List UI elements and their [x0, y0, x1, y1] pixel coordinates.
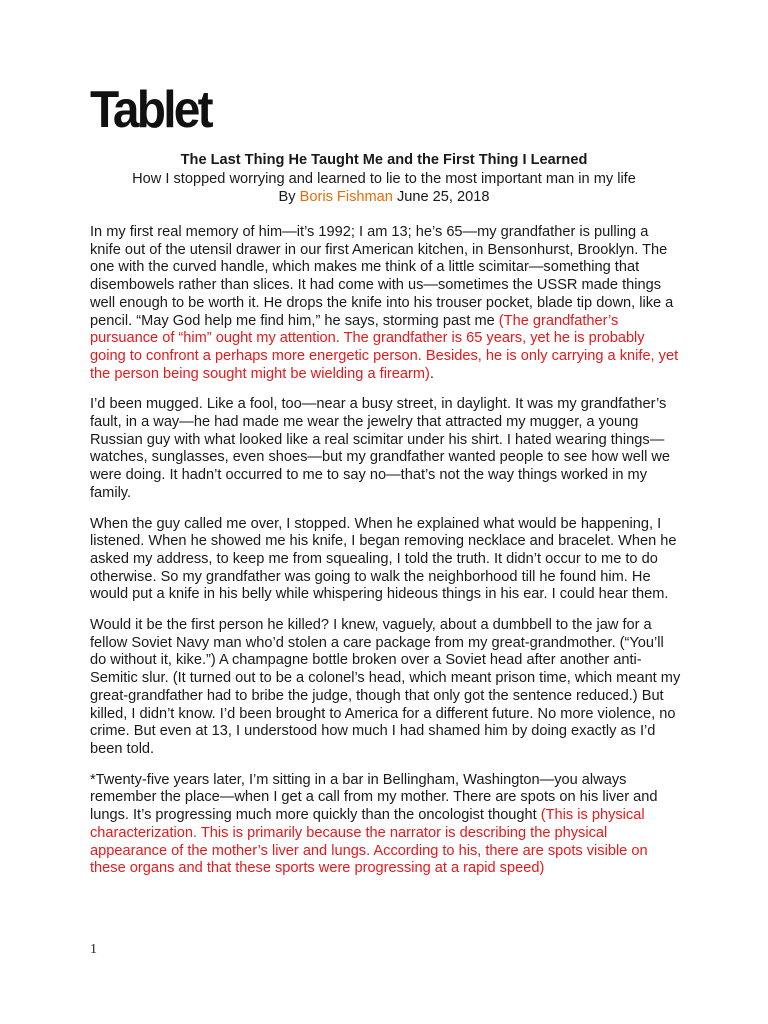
paragraph-end: .	[429, 365, 434, 382]
paragraph-2: I’d been mugged. Like a fool, too—near a busy street, in daylight. It was my grandfather’s fault, in a way—he had made me wear the jewelry that attracted my mugger, a young Russian guy with what looked like a real scimitar under his shirt. I hated wearing things—watches, sunglasses, even shoes—but my grandfather wanted people to see how well we were doing. It hadn’t occurred to me to say no—that’s not the way things worked in my family.	[90, 396, 671, 501]
byline-prefix: By	[278, 189, 300, 205]
paragraph-text: *Twenty-five years later, I’m sitting in a bar in Bellingham, Washington—you always remember the place—when I get a call from my mother. There are spots on his liver and lungs. It’s progressing much more quickly than the oncologist thought	[90, 771, 658, 824]
paragraph-1	[90, 224, 682, 383]
byline	[90, 188, 678, 207]
article-body	[90, 224, 682, 891]
article-header	[90, 151, 678, 207]
article-subtitle: How I stopped worrying and learned to lie to the most important man in my life	[132, 170, 636, 187]
paragraph-4: Would it be the first person he killed? I knew, vaguely, about a dumbbell to the jaw for a fellow Soviet Navy man who’d stolen a care package from my great-grandmother. (“You’ll do without it, kike.”) A champagne bottle broken over a Soviet head after another anti-Semitic slur. (It turned out to be a colonel’s head, which meant prison time, which meant my great-grandfather had to bribe the judge, though that only got the sentence reduced.) But killed, I didn’t know. I’d been brought to America for a different future. No more violence, no crime. But even at 13, I understood how much I had shamed him by doing exactly as I’d been told.	[90, 617, 681, 757]
annotation-1: (The grandfather’s pursuance of “him” ought my attention. The grandfather is 65 years, yet he is probably going to confront a perhaps more energetic person. Besides, he is only carrying a knife, yet the person being sought might be wielding a firearm)	[90, 312, 679, 382]
author-link[interactable]: Boris Fishman	[299, 189, 393, 205]
tablet-logo: Tablet	[90, 81, 211, 139]
publish-date: June 25, 2018	[392, 189, 490, 205]
article-title: The Last Thing He Taught Me and the First Thing I Learned	[180, 152, 588, 168]
annotation-2: (This is physical characterization. This is primarily because the narrator is describing the physical appearance of the mother’s liver and lungs. According to his, there are spots visible on these organs and that these sports were progressing at a rapid speed)	[90, 807, 648, 877]
page-number: 1	[90, 942, 97, 957]
paragraph-text: In my first real memory of him—it’s 1992; I am 13; he’s 65—my grandfather is pulling a knife out of the utensil drawer in our first American kitchen, in Bensonhurst, Brooklyn. The one with the curved handle, which makes me think of a little scimitar—something that disembowels rather than slices. It had come with us—sometimes the USSR made things well enough to be worth it. He drops the knife into his trouser pocket, blade tip down, like a pencil. “May God help me find him,” he says, storming past me	[90, 224, 674, 329]
paragraph-5	[90, 772, 682, 878]
paragraph-3: When the guy called me over, I stopped. When he explained what would be happening, I listened. When he showed me his knife, I began removing necklace and bracelet. When he asked my address, to keep me from squealing, I told the truth. It didn’t occur to me to do otherwise. So my grandfather was going to walk the neighborhood till he found him. He would put a knife in his belly while whispering hideous things in his ear. I could hear them.	[90, 515, 677, 603]
